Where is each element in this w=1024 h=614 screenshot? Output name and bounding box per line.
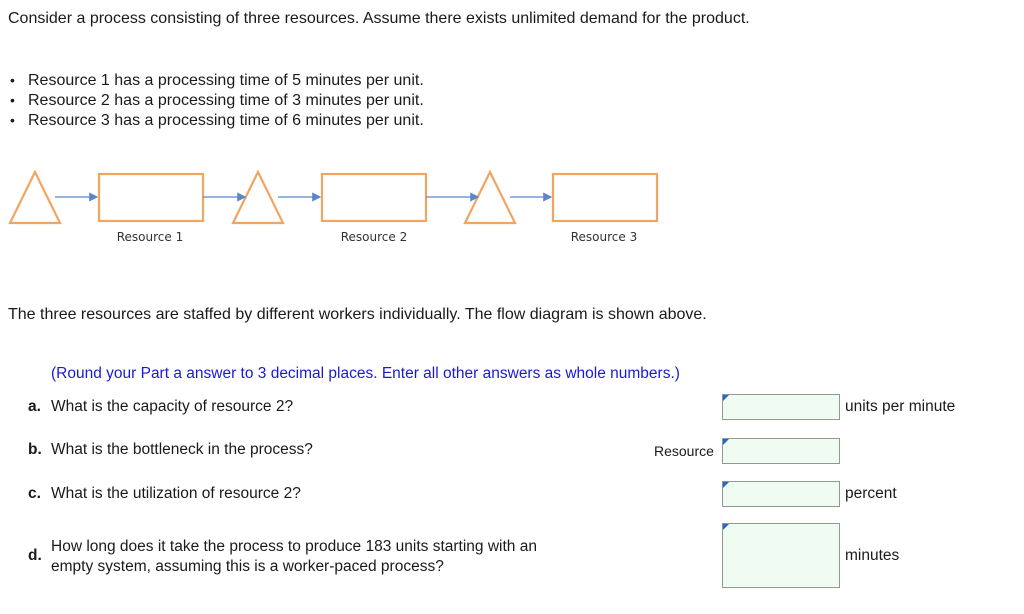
question-c xyxy=(28,485,301,503)
answer-b-input[interactable] xyxy=(722,438,840,464)
question-text: What is the bottleneck in the process? xyxy=(51,441,313,458)
staffing-statement: The three resources are staffed by different workers individually. The flow diagram is shown above. xyxy=(8,306,707,323)
question-b xyxy=(28,441,313,459)
inventory-triangle-1 xyxy=(10,172,60,223)
bullet-text: Resource 3 has a processing time of 6 minutes per unit. xyxy=(28,112,424,129)
list-item: • Resource 2 has a processing time of 3 minutes per unit. xyxy=(10,92,424,109)
resource-3-label: Resource 3 xyxy=(570,230,638,244)
answer-d-unit: minutes xyxy=(845,547,900,564)
resource-2-box xyxy=(322,174,426,221)
process-flow-diagram xyxy=(0,165,680,255)
question-d xyxy=(51,537,537,577)
resource-1-label: Resource 1 xyxy=(116,230,184,244)
input-corner-marker xyxy=(723,395,729,401)
question-letter: a. xyxy=(28,398,41,415)
resource-2-label: Resource 2 xyxy=(340,230,408,244)
answer-c-input[interactable] xyxy=(722,481,840,507)
answer-a-input[interactable] xyxy=(722,394,840,420)
resource-list xyxy=(10,70,424,130)
question-letter: b. xyxy=(28,441,42,458)
input-corner-marker xyxy=(723,439,729,445)
question-text: What is the capacity of resource 2? xyxy=(51,398,294,415)
rounding-instruction: (Round your Part a answer to 3 decimal places. Enter all other answers as whole numbers.) xyxy=(51,365,680,382)
list-item: • Resource 3 has a processing time of 6 minutes per unit. xyxy=(10,112,424,129)
question-text-line-2: empty system, assuming this is a worker-paced process? xyxy=(51,558,444,575)
bullet-text: Resource 1 has a processing time of 5 minutes per unit. xyxy=(28,72,424,89)
question-a xyxy=(28,398,293,416)
answer-d-input[interactable] xyxy=(722,523,840,588)
question-d-letter: d. xyxy=(28,547,42,564)
list-item: • Resource 1 has a processing time of 5 minutes per unit. xyxy=(10,72,424,89)
input-corner-marker xyxy=(723,482,729,488)
question-text-line-1: How long does it take the process to produce 183 units starting with an xyxy=(51,538,537,555)
resource-1-box xyxy=(99,174,203,221)
answer-a-unit: units per minute xyxy=(845,398,956,415)
resource-3-box xyxy=(553,174,657,221)
problem-intro: Consider a process consisting of three resources. Assume there exists unlimited demand for the product. xyxy=(8,10,750,27)
question-text: What is the utilization of resource 2? xyxy=(51,485,301,502)
question-letter: c. xyxy=(28,485,41,502)
answer-b-prefix: Resource xyxy=(654,443,714,459)
bullet-text: Resource 2 has a processing time of 3 minutes per unit. xyxy=(28,92,424,109)
input-corner-marker xyxy=(723,524,729,530)
answer-c-unit: percent xyxy=(845,485,897,502)
